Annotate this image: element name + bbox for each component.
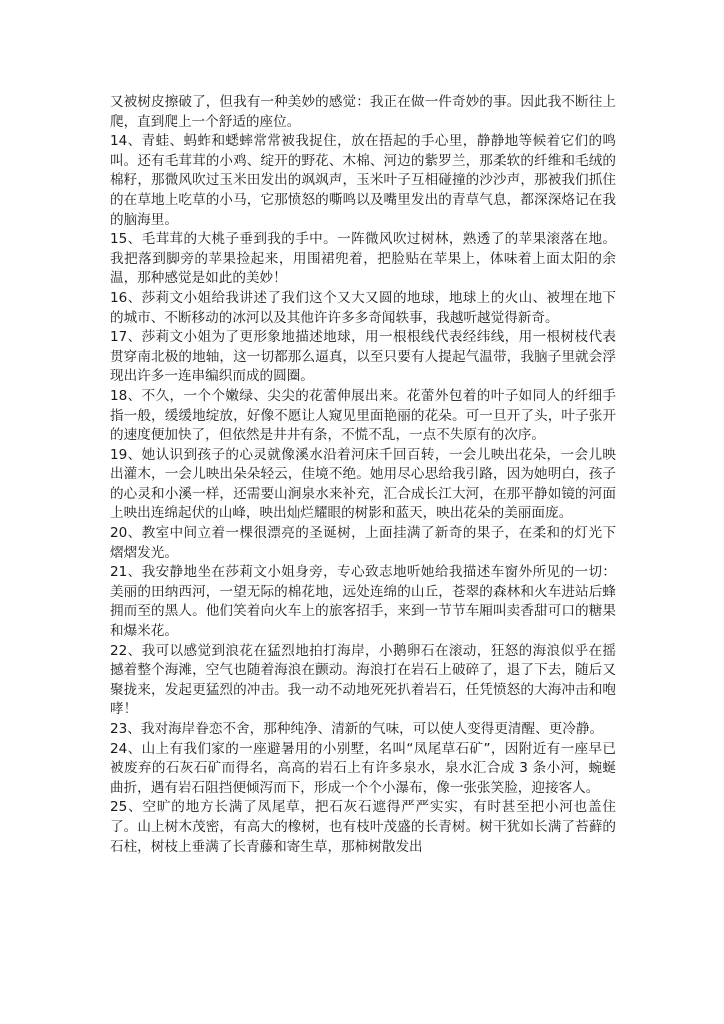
- paragraph-25: 25、空旷的地方长满了凤尾草，把石灰石遮得严严实实，有时甚至把小河也盖住了。山上树木茂密，有高大的橡树，也有枝叶茂盛的长青树。树干犹如长满了苔藓的石柱，树枝上垂满了长青藤和寄生草，那柿树散发出: [110, 799, 616, 855]
- paragraph-24: 24、山上有我们家的一座避暑用的小别墅，名叫“凤尾草石矿”，因附近有一座早已被废弃的石灰石矿而得名，高高的岩石上有许多泉水，泉水汇合成 3 条小河，蜿蜒曲折，遇有岩石阻挡便倾泻而下，形成一个个小瀑布，像一张张笑脸，迎接客人。: [110, 740, 616, 796]
- paragraph-20: 20、教室中间立着一棵很漂亮的圣诞树，上面挂满了新奇的果子，在柔和的灯光下熠熠发光。: [110, 525, 616, 561]
- paragraph-16: 16、莎莉文小姐给我讲述了我们这个又大又圆的地球，地球上的火山、被埋在地下的城市、不断移动的冰河以及其他许许多多奇闻轶事，我越听越觉得新奇。: [110, 289, 616, 326]
- paragraph-19: 19、她认识到孩子的心灵就像溪水沿着河床千回百转，一会儿映出花朵，一会儿映出灌木，一会儿映出朵朵轻云，佳境不绝。她用尽心思给我引路，因为她明白，孩子的心灵和小溪一样，还需要山涧泉水来补充，汇合成长江大河，在那平静如镜的河面上映出连绵起伏的山峰，映出灿烂耀眼的树影和蓝天，映出花朵的美丽面庞。: [110, 446, 616, 522]
- paragraph-23: 23、我对海岸眷恋不舍，那种纯净、清新的气味，可以使人变得更清醒、更冷静。: [110, 721, 604, 737]
- paragraph-18: 18、不久，一个个嫩绿、尖尖的花蕾伸展出来。花蕾外包着的叶子如同人的纤细手指一般，缓缓地绽放，好像不愿让人窥见里面艳丽的花朵。可一旦开了头，叶子张开的速度便加快了，但依然是井井有条，不慌不乱，一点不失原有的次序。: [110, 387, 616, 444]
- document-body: [110, 93, 616, 857]
- paragraph-22: 22、我可以感觉到浪花在猛烈地拍打海岸，小鹅卵石在滚动，狂怒的海浪似乎在摇撼着整个海滩，空气也随着海浪在颤动。海浪打在岩石上破碎了，退了下去，随后又聚拢来，发起更猛烈的冲击。我一动不动地死死扒着岩石，任凭愤怒的大海冲击和咆哮！: [110, 642, 616, 718]
- paragraph-21: 21、我安静地坐在莎莉文小姐身旁，专心致志地听她给我描述车窗外所见的一切：美丽的田纳西河，一望无际的棉花地，远处连绵的山丘，苍翠的森林和火车进站后蜂拥而至的黑人。他们笑着向火车上的旅客招手，来到一节节车厢叫卖香甜可口的糖果和爆米花。: [110, 564, 616, 640]
- paragraph-17: 17、莎莉文小姐为了更形象地描述地球，用一根根线代表经纬线，用一根树枝代表贯穿南北极的地轴，这一切都那么逼真，以至只要有人提起气温带，我脑子里就会浮现出许多一连串编织而成的圆圈。: [110, 329, 616, 385]
- paragraph-continuation: 又被树皮擦破了，但我有一种美妙的感觉：我正在做一件奇妙的事。因此我不断往上爬，直到爬上一个舒适的座位。: [110, 94, 616, 130]
- paragraph-14: 14、青蛙、蚂蚱和蟋蟀常常被我捉住，放在捂起的手心里，静静地等候着它们的鸣叫。还有毛茸茸的小鸡、绽开的野花、木棉、河边的紫罗兰，那柔软的纤维和毛绒的棉籽，那微风吹过玉米田发出的飒飒声，玉米叶子互相碰撞的沙沙声，那被我们抓住的在草地上吃草的小马，它那愤怒的嘶鸣以及嘴里发出的青草气息，都深深烙记在我的脑海里。: [110, 133, 616, 228]
- paragraph-15: 15、毛茸茸的大桃子垂到我的手中。一阵微风吹过树林，熟透了的苹果滚落在地。我把落到脚旁的苹果捡起来，用围裙兜着，把脸贴在苹果上，体味着上面太阳的余温，那种感觉是如此的美妙！: [110, 231, 616, 287]
